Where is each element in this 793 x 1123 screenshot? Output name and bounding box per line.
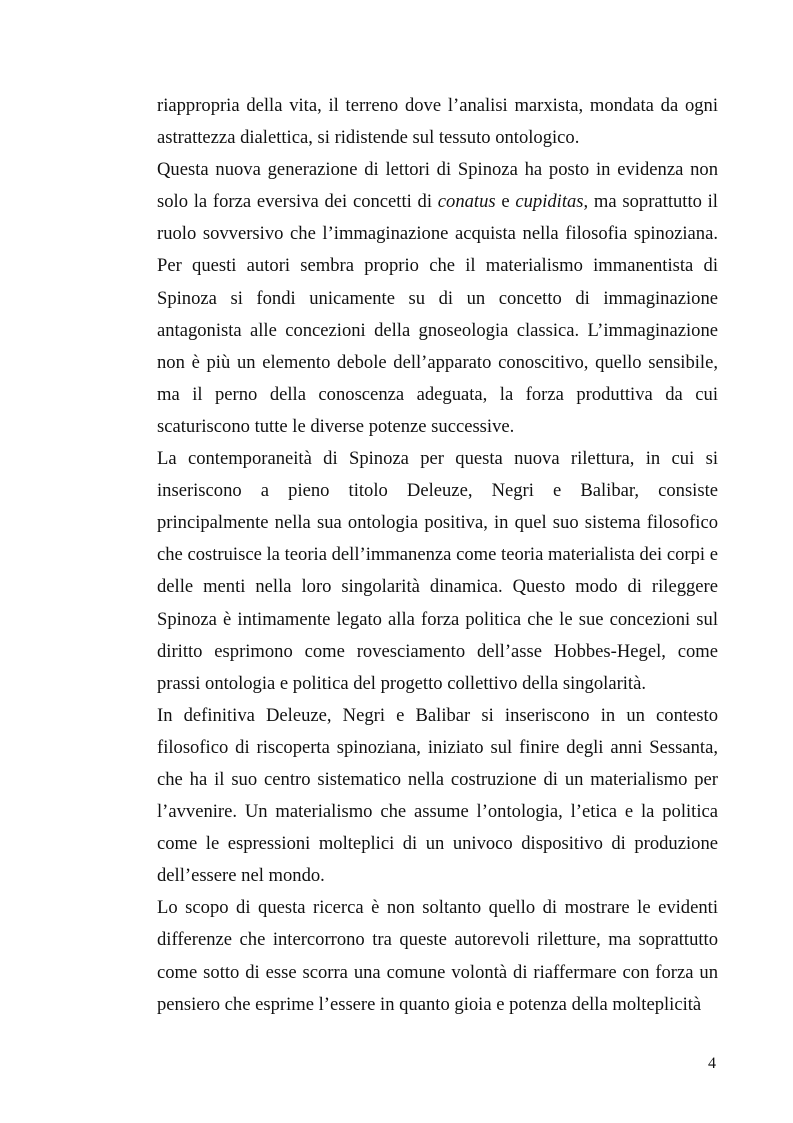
body-text	[157, 90, 718, 1021]
text-span: Questa nuova generazione di lettori di Spinoza ha posto in evidenza non solo la forza eversiva dei concetti di	[157, 159, 718, 213]
text-span: La contemporaneità di Spinoza per questa nuova rilettura, in cui si inseriscono a pieno titolo Deleuze, Negri e Balibar, consiste principalmente nella sua ontologia positiva, in quel suo sistema filosofico che costruisce la teoria dell’immanenza come teoria materialista dei corpi e delle menti nella loro singolarità dinamica. Questo modo di rileggere Spinoza è intimamente legato alla forza politica che le sue concezioni sul diritto esprimono come rovesciamento dell’asse Hobbes-Hegel, come prassi ontologia e politica del progetto collettivo della singolarità.	[157, 448, 718, 694]
text-span: Lo scopo di questa ricerca è non soltanto quello di mostrare le evidenti differenze che intercorrono tra queste autorevoli riletture, ma soprattutto come sotto di esse scorra una comune volontà di riaffermare con forza un pensiero che esprime l’essere in quanto gioia e potenza della molteplicità	[157, 897, 718, 1015]
italic-term-cupiditas: cupiditas	[515, 191, 584, 213]
paragraph-3	[157, 443, 718, 700]
italic-term-conatus: conatus	[437, 191, 496, 213]
text-span: , ma soprattutto il ruolo sovversivo che l’immaginazione acquista nella filosofia spinoziana. Per questi autori sembra proprio che il materialismo immanentista di Spinoza si fondi unicamente su di un concetto di immaginazione antagonista alle concezioni della gnoseologia classica. L’immaginazione non è più un elemento debole dell’apparato conoscitivo, quello sensibile, ma il perno della conoscenza adeguata, la forza produttiva da cui scaturiscono tutte le diverse potenze successive.	[157, 191, 718, 437]
paragraph-4	[157, 700, 718, 893]
paragraph-1	[157, 90, 718, 154]
text-span: e	[495, 191, 516, 213]
text-span: In definitiva Deleuze, Negri e Balibar si inseriscono in un contesto filosofico di riscoperta spinoziana, iniziato sul finire degli anni Sessanta, che ha il suo centro sistematico nella costruzione di un materialismo per l’avvenire. Un materialismo che assume l’ontologia, l’etica e la politica come le espressioni molteplici di un univoco dispositivo di produzione dell’essere nel mondo.	[157, 704, 718, 887]
text-span: riappropria della vita, il terreno dove l’analisi marxista, mondata da ogni astrattezza dialettica, si ridistende sul tessuto ontologico.	[157, 95, 718, 149]
page-number: 4	[708, 1055, 716, 1072]
paragraph-5	[157, 892, 718, 1020]
paragraph-2	[157, 154, 718, 443]
